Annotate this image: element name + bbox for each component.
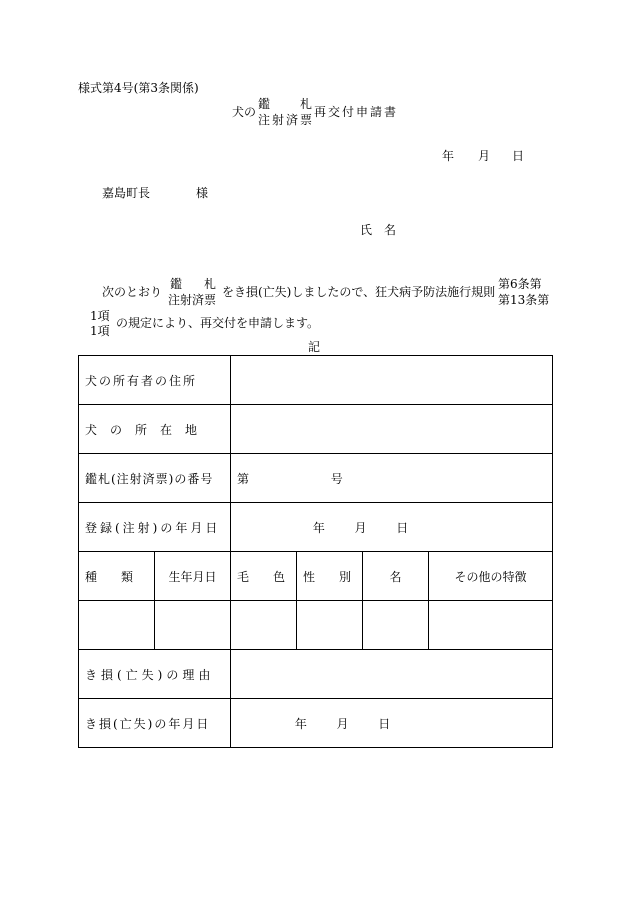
col-header-other-features: その他の特徴 bbox=[429, 552, 553, 601]
tag-number-prefix: 第 bbox=[237, 471, 250, 486]
statement-closing: の規定により、再交付を申請します。 bbox=[116, 316, 320, 330]
loss-year-label: 年 bbox=[294, 716, 307, 731]
date-year-label: 年 bbox=[442, 149, 455, 163]
registration-date-label: 登録(注射)の年月日 bbox=[79, 503, 231, 552]
col-header-breed: 種 類 bbox=[79, 552, 155, 601]
row-dog-location bbox=[79, 405, 553, 454]
row-owner-address bbox=[79, 356, 553, 405]
statement-article-top: 第6条第 bbox=[498, 277, 542, 291]
date-day-label: 日 bbox=[512, 149, 525, 163]
owner-address-label: 犬の所有者の住所 bbox=[79, 356, 231, 405]
row-registration-date bbox=[79, 503, 553, 552]
col-header-birthdate: 生年月日 bbox=[155, 552, 231, 601]
statement-lead: 次のとおり bbox=[102, 285, 163, 299]
loss-reason-label: き損(亡失)の理由 bbox=[79, 650, 231, 699]
col-header-sex: 性 別 bbox=[297, 552, 363, 601]
breed-field[interactable] bbox=[79, 601, 155, 650]
row-dog-attributes-values bbox=[79, 601, 553, 650]
coat-color-field[interactable] bbox=[231, 601, 297, 650]
loss-date-label: き損(亡失)の年月日 bbox=[79, 699, 231, 748]
statement-choice-bottom: 注射済票 bbox=[168, 293, 217, 307]
title-word-kansatsu-1: 鑑 bbox=[258, 97, 271, 111]
other-features-field[interactable] bbox=[429, 601, 553, 650]
owner-address-field[interactable] bbox=[231, 356, 553, 405]
row-loss-date bbox=[79, 699, 553, 748]
applicant-name-label: 氏 名 bbox=[360, 223, 397, 237]
statement-choice-kan: 鑑 bbox=[170, 277, 183, 291]
loss-day-label: 日 bbox=[378, 716, 391, 731]
registration-day-label: 日 bbox=[396, 520, 409, 535]
tag-number-field[interactable] bbox=[231, 454, 553, 503]
dog-location-label: 犬の所在地 bbox=[79, 405, 231, 454]
statement-item-bottom: 1項 bbox=[90, 324, 110, 338]
sex-field[interactable] bbox=[297, 601, 363, 650]
birthdate-field[interactable] bbox=[155, 601, 231, 650]
row-tag-number bbox=[79, 454, 553, 503]
registration-year-label: 年 bbox=[312, 520, 325, 535]
application-form-table bbox=[78, 355, 553, 748]
registration-date-field[interactable] bbox=[231, 503, 553, 552]
loss-reason-field[interactable] bbox=[231, 650, 553, 699]
form-id: 様式第4号(第3条関係) bbox=[78, 81, 199, 95]
addressee-name: 嘉島町長 bbox=[102, 186, 151, 200]
col-header-coat-color: 毛 色 bbox=[231, 552, 297, 601]
statement-item-top: 1項 bbox=[90, 309, 110, 323]
row-loss-reason bbox=[79, 650, 553, 699]
ki-heading: 記 bbox=[308, 340, 321, 354]
registration-month-label: 月 bbox=[354, 520, 367, 535]
tag-number-suffix: 号 bbox=[330, 471, 343, 486]
row-dog-attributes-header bbox=[79, 552, 553, 601]
statement-middle: をき損(亡失)しましたので、狂犬病予防法施行規則 bbox=[222, 285, 496, 299]
date-month-label: 月 bbox=[478, 149, 491, 163]
col-header-name: 名 bbox=[363, 552, 429, 601]
title-prefix: 犬の bbox=[232, 105, 257, 119]
title-word-chushazumihyo: 注射済票 bbox=[258, 113, 315, 127]
dog-name-field[interactable] bbox=[363, 601, 429, 650]
title-word-kansatsu-2: 札 bbox=[300, 97, 313, 111]
addressee-honorific: 様 bbox=[196, 186, 209, 200]
title-suffix: 再交付申請書 bbox=[314, 105, 399, 119]
statement-article-bottom: 第13条第 bbox=[498, 293, 550, 307]
tag-number-label: 鑑札(注射済票)の番号 bbox=[79, 454, 231, 503]
statement-choice-satsu: 札 bbox=[204, 277, 217, 291]
loss-date-field[interactable] bbox=[231, 699, 553, 748]
dog-location-field[interactable] bbox=[231, 405, 553, 454]
loss-month-label: 月 bbox=[336, 716, 349, 731]
